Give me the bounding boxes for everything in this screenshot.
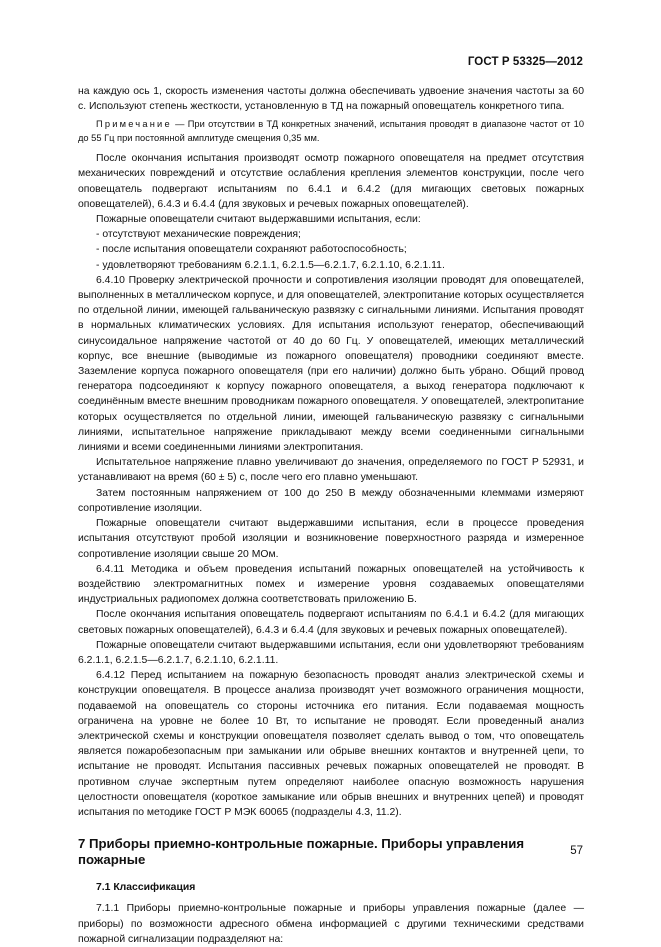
paragraph: Пожарные оповещатели считают выдержавшими испытания, если в процессе проведения испытания отсутствуют пробой изоляции и возникновение поверхностного разряда и измеренное сопротивление изоляции свыше 20 МОм.	[78, 518, 584, 560]
list-item: - удовлетворяют требованиям 6.2.1.1, 6.2.1.5—6.2.1.7, 6.2.1.10, 6.2.1.11.	[96, 259, 445, 271]
note	[78, 118, 584, 145]
paragraph: После окончания испытания производят осмотр пожарного оповещателя на предмет отсутствия механических повреждений и отсутствие ослабления крепления элементов конструкции, после чего оповещатель подвергают испытаниям по 6.4.1 и 6.4.2 (для мигающих световых пожарных оповещателей), 6.4.3 и 6.4.4 (для звуковых и речевых пожарных оповещателей).	[78, 153, 584, 210]
note-label: Примечание	[96, 119, 172, 130]
note-text: — При отсутствии в ТД конкретных значений, испытания проводят в диапазоне частот от 10 до 55 Гц при постоянной амплитуде смещения 0,35 мм.	[78, 119, 584, 143]
paragraph: 6.4.10 Проверку электрической прочности и сопротивления изоляции проводят для оповещателей, выполненных в металлическом корпусе, и для оповещателей, электропитание которых осуществляется по отдельной линии, имеющей гальваническую развязку с сигнальными линиями. Испытания проводят в нормальных климатических условиях. Для испытания используют генератор, обеспечивающий синусоидальное напряжение частотой от 40 до 60 Гц. У оповещателей, имеющих металлический корпус, все внешние (выводимые из пожарного оповещателя) проводники соединяют вместе. Заземление корпуса пожарного оповещателя (при его наличии) должно быть убрано. Общий провод генератора подсоединяют к корпусу пожарного оповещателя, а выход генератора подключают к соединённым вместе внешним проводникам пожарного оповещателя. У оповещателей, электропитание которых осуществляется по отдельной линии, имеющей гальваническую развязку с сигнальными линиями, испытательное напряжение прикладывают между всеми соединенными сигнальными линиями и всеми соединенными линиями электропитания.	[78, 274, 584, 454]
paragraph: на каждую ось 1, скорость изменения частоты должна обеспечивать удвоение значения частоты за 60 с. Используют степень жесткости, установленную в ТД на пожарный оповещатель конкретного типа.	[78, 86, 584, 113]
list-item: - отсутствуют механические повреждения;	[96, 229, 301, 241]
section-title: 7 Приборы приемно-контрольные пожарные. Приборы управления пожарные	[78, 836, 525, 868]
paragraph: Пожарные оповещатели считают выдержавшими испытания, если:	[96, 214, 421, 226]
paragraph: Затем постоянным напряжением от 100 до 250 В между обозначенными клеммами измеряют сопротивление изоляции.	[78, 487, 584, 514]
paragraph: Испытательное напряжение плавно увеличивают до значения, определяемого по ГОСТ Р 52931, и устанавливают на время (60 ± 5) с, после чего его плавно уменьшают.	[78, 457, 584, 484]
list-item: - после испытания оповещатели сохраняют работоспособность;	[96, 244, 407, 256]
paragraph: После окончания испытания оповещатель подвергают испытаниям по 6.4.1 и 6.4.2 (для мигающих световых пожарных оповещателей), 6.4.3 и 6.4.4 (для звуковых и речевых пожарных оповещателей).	[78, 609, 584, 636]
paragraph: 7.1.1 Приборы приемно-контрольные пожарные и приборы управления пожарные (далее — приборы) по возможности адресного обмена информацией с другими техническими средствами пожарной сигнализации подразделяют на:	[78, 903, 584, 945]
document-body	[78, 84, 584, 947]
standard-header: ГОСТ Р 53325—2012	[467, 56, 583, 68]
paragraph: Пожарные оповещатели считают выдержавшими испытания, если они удовлетворяют требованиям 6.2.1.1, 6.2.1.5—6.2.1.7, 6.2.1.10, 6.2.1.11.	[78, 639, 584, 666]
subsection-title: 7.1 Классификация	[96, 882, 196, 894]
paragraph: 6.4.11 Методика и объем проведения испытаний пожарных оповещателей на устойчивость к воздействию электромагнитных помех и измерение уровня создаваемых оповещателями индустриальных радиопомех должна соответствовать приложению Б.	[78, 563, 584, 606]
paragraph: 6.4.12 Перед испытанием на пожарную безопасность проводят анализ электрической схемы и конструкции оповещателя. В процессе анализа производят учет возможного ограничения мощности, подаваемой на оповещатель со стороны источника его питания. Если подаваемая мощность ограничена на уровне не более 10 Вт, то испытание не проводят. Если проведенный анализ электрической схемы и конструкции оповещателя позволяет сделать вывод о том, что оповещатель является пожаробезопасным при замыкании или обрыве внешних контактов и внутренней цепи, то испытание не проводят. Испытания пассивных речевых пожарных оповещателей не проводят. В противном случае экспертным путем определяют наиболее опасную возможность нарушения целостности оповещателя (короткое замыкание или обрыв внешних и внутренних цепей) и проводят испытания по методике ГОСТ Р МЭК 60065 (подразделы 4.3, 11.2).	[78, 670, 584, 818]
page-number: 57	[570, 845, 583, 857]
